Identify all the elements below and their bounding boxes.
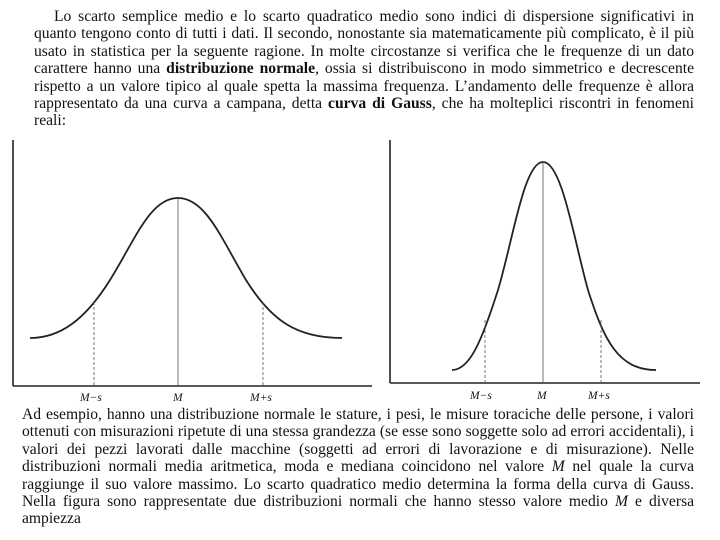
right-graph-tick-m: M: [537, 390, 547, 402]
left-graph-tick-minus-s: M−s: [80, 392, 102, 404]
symbol-m-1: M: [551, 458, 565, 476]
term-distribuzione-normale: distribuzione normale: [166, 60, 316, 78]
left-graph-gauss-curve: [30, 198, 342, 338]
intro-text-1: Lo scarto semplice medio e lo scarto quadratico medio sono indici di dispersione significativi in quanto tengono conto di tutti i dati. Il secondo, nonostante sia matematicamente più complicato, è il più usato in statistica per la seguente ragione. In molte circostanze si verifica che le frequenze di un dato carattere hanno una: [34, 8, 694, 78]
left-graph: [13, 140, 372, 404]
left-graph-tick-m: M: [173, 392, 183, 404]
intro-text-3: , che ha molteplici riscontri in fenomeni reali:: [34, 95, 694, 130]
right-graph-tick-minus-s: M−s: [470, 390, 492, 402]
term-curva-di-gauss: curva di Gauss: [328, 95, 432, 113]
right-graph-tick-plus-s: M+s: [588, 390, 610, 402]
explanation-text-2: nel quale la curva raggiunge il suo valore massimo. Lo scarto quadratico medio determina la forma della curva di Gauss. Nella figura sono rappresentate due distribuzioni normali che hanno stesso valore medio: [22, 458, 695, 511]
left-graph-tick-plus-s: M+s: [250, 392, 272, 404]
right-graph-gauss-curve: [452, 162, 656, 370]
explanation-paragraph: [22, 406, 694, 528]
right-graph: [390, 140, 700, 402]
intro-text-2: , ossia si distribuiscono in modo simmetrico e decrescente rispetto a un valore tipico al quale spetta la massima frequenza. L’andamento delle frequenze è allora rappresentato da una curva a campana, detta: [34, 60, 694, 113]
explanation-text-1: Ad esempio, hanno una distribuzione normale le stature, i pesi, le misure toraciche delle persone, i valori ottenuti con misurazioni ripetute di una stessa grandezza (se esse sono soggette solo ad errori accidentali), i valori dei pezzi lavorati dalle macchine (soggetti ad errori di lavorazione e di misurazione). Nelle distribuzioni normali media aritmetica, moda e mediana coincidono nel valore: [22, 406, 694, 476]
symbol-m-2: M: [614, 493, 628, 511]
explanation-text-3: e diversa ampiezza: [22, 493, 695, 528]
